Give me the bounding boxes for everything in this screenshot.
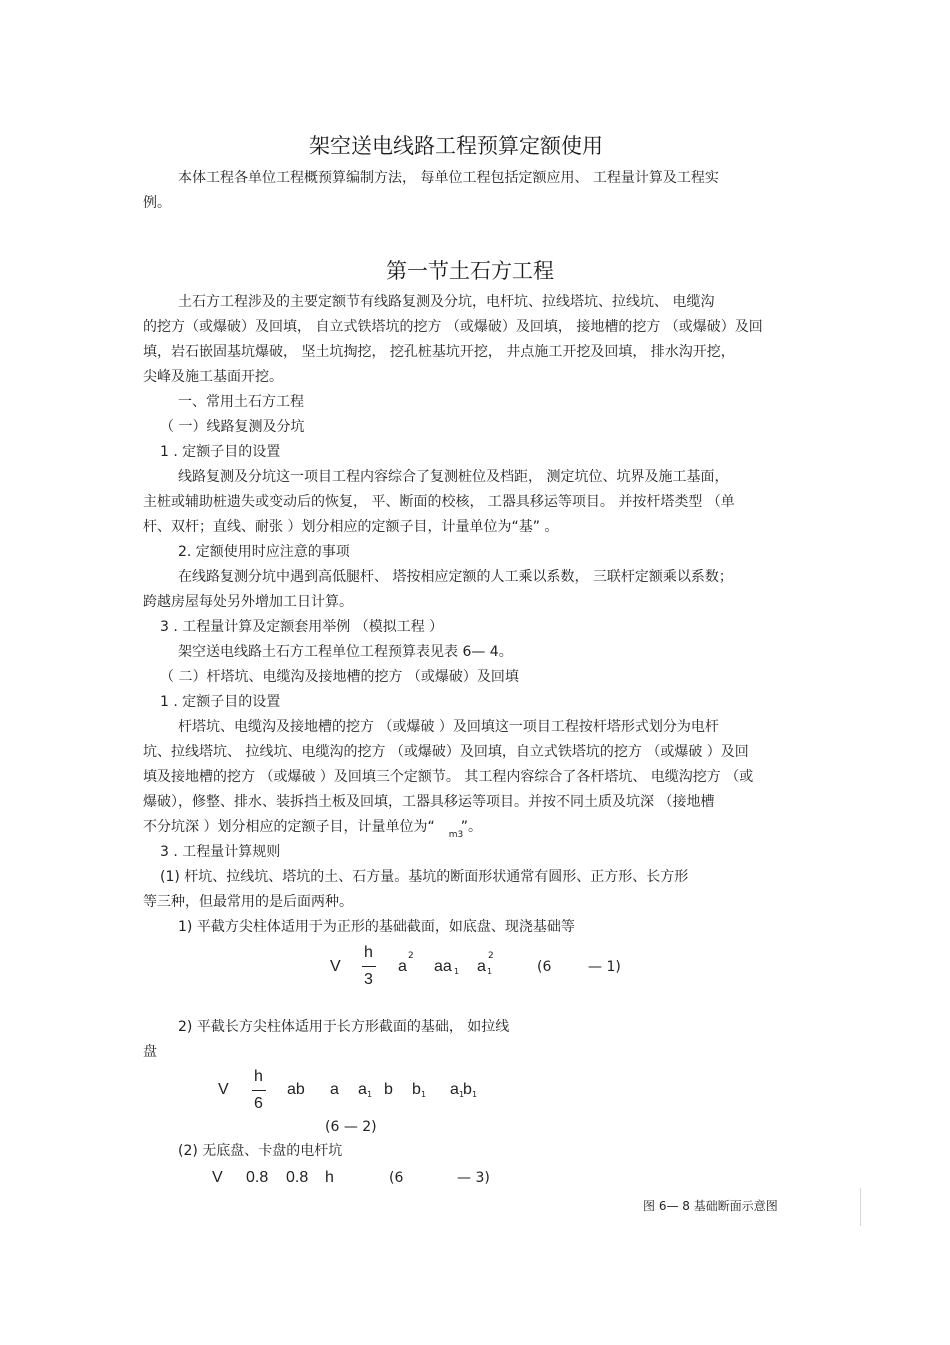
paragraph-line: 在线路复测分坑中遇到高低腿杆、 塔按相应定额的人工乘以系数， 三联杆定额乘以系数； — [178, 569, 733, 585]
formula-variable: V — [330, 958, 341, 975]
intro-line: 本体工程各单位工程概预算编制方法， 每单位工程包括定额应用、 工程量计算及工程实 — [178, 170, 719, 186]
formula-term: b — [463, 1081, 472, 1098]
subscript: 1 — [367, 1090, 373, 1099]
formula-term: a — [398, 958, 407, 975]
heading-1-1: （ 一）线路复测及分坑 — [160, 419, 305, 435]
formula-term: ab — [287, 1081, 305, 1098]
formula-term: aa — [434, 958, 452, 975]
formula-term: 0.8 — [286, 1169, 309, 1186]
paragraph-line: 架空送电线路土石方工程单位工程预算表见表 6— 4。 — [178, 644, 513, 660]
paragraph-line: (2) 无底盘、卡盘的电杆坑 — [178, 1143, 343, 1159]
heading-1-1-2: 2. 定额使用时应注意的事项 — [178, 544, 350, 560]
formula-term: a — [330, 1081, 339, 1098]
fraction-numerator: h — [254, 1068, 263, 1085]
superscript: 2 — [408, 951, 414, 961]
paragraph-text: ”。 — [460, 819, 482, 835]
fraction-bar — [362, 966, 376, 967]
formula-term: a — [358, 1081, 367, 1098]
paragraph-line: 盘 — [143, 1044, 157, 1060]
equation-number: (6 — 2) — [325, 1119, 377, 1135]
paragraph-line: 填，岩石嵌固基坑爆破， 坚土坑掏挖， 挖孔桩基坑开挖， 井点施工开挖及回填， 排水沟开挖， — [143, 344, 735, 360]
paragraph-line: 等三种，但最常用的是后面两种。 — [143, 894, 353, 910]
equation-number: (6 — [537, 959, 552, 975]
paragraph-line — [143, 815, 482, 840]
heading-1-1-1: 1 . 定额子目的设置 — [160, 444, 281, 460]
page-title: 架空送电线路工程预算定额使用 — [309, 134, 603, 158]
heading-1-2-3: 3 . 工程量计算规则 — [160, 844, 281, 860]
paragraph-line: 主桩或辅助桩遗失或变动后的恢复， 平、断面的校核， 工器具移运等项目。 并按杆塔类型 （单 — [143, 494, 735, 510]
figure-caption: 图 6— 8 基础断面示意图 — [643, 1199, 778, 1213]
formula-variable: V — [212, 1169, 223, 1186]
paragraph-line: 坑、拉线塔坑、 拉线坑、电缆沟的挖方 （或爆破）及回填，自立式铁塔坑的挖方 （或爆破 ）及回 — [143, 744, 749, 760]
formula-term: h — [325, 1169, 334, 1186]
equation-number: (6 — [389, 1170, 404, 1186]
subscript: 1 — [472, 1090, 478, 1099]
formula-term: a — [450, 1081, 459, 1098]
subscript: 1 — [421, 1090, 427, 1099]
subscript: 1 — [487, 967, 493, 976]
fraction-denominator: 3 — [364, 971, 373, 988]
paragraph-line: 线路复测及分坑这一项目工程内容综合了复测桩位及档距， 测定坑位、坑界及施工基面， — [178, 469, 729, 485]
paragraph-line: 爆破），修整、排水、装拆挡土板及回填，工器具移运等项目。并按不同土质及坑深 （接地槽 — [143, 794, 715, 810]
formula-term: b — [384, 1081, 393, 1098]
fraction-denominator: 6 — [254, 1095, 263, 1112]
paragraph-line: 尖峰及施工基面开挖。 — [143, 369, 283, 385]
paragraph-line: (1) 杆坑、拉线坑、塔坑的土、石方量。基坑的断面形状通常有圆形、正方形、长方形 — [160, 869, 689, 885]
paragraph-text: 不分坑深 ）划分相应的定额子目，计量单位为“ — [143, 819, 435, 835]
fraction-numerator: h — [364, 944, 373, 961]
paragraph-line: 土石方工程涉及的主要定额节有线路复测及分坑，电杆坑、拉线塔坑、拉线坑、 电缆沟 — [178, 294, 715, 310]
heading-1: 一、常用土石方工程 — [178, 394, 304, 410]
intro-line: 例。 — [143, 195, 171, 211]
margin-rule — [860, 1188, 861, 1226]
heading-1-1-3: 3 . 工程量计算及定额套用举例 （模拟工程 ） — [160, 619, 444, 635]
formula-term: b — [412, 1081, 421, 1098]
paragraph-line: 的挖方（或爆破）及回填， 自立式铁塔坑的挖方 （或爆破）及回填， 接地槽的挖方 （或爆破）及回 — [143, 319, 763, 335]
subscript: 1 — [454, 967, 460, 976]
paragraph-line: 杆塔坑、电缆沟及接地槽的挖方 （或爆破 ）及回填这一项目工程按杆塔形式划分为电杆 — [178, 719, 719, 735]
paragraph-line: 跨越房屋每处另外增加工日计算。 — [143, 594, 353, 610]
heading-1-2: （ 二）杆塔坑、电缆沟及接地槽的挖方 （或爆破）及回填 — [160, 669, 519, 685]
superscript: 2 — [488, 951, 494, 961]
equation-number: — 3) — [457, 1170, 490, 1186]
subscript: 1 — [459, 1090, 465, 1099]
paragraph-line: 杆、双杆；直线、耐张 ）划分相应的定额子目，计量单位为“基” 。 — [143, 519, 559, 535]
heading-1-2-1: 1 . 定额子目的设置 — [160, 694, 281, 710]
formula-term: a — [477, 958, 486, 975]
fraction-bar — [252, 1090, 266, 1091]
section-title: 第一节土石方工程 — [386, 259, 554, 283]
formula-term: 0.8 — [246, 1169, 269, 1186]
paragraph-line: 填及接地槽的挖方 （或爆破 ）及回填三个定额节。 其工程内容综合了各杆塔坑、 电缆沟挖方 （或 — [143, 769, 754, 785]
equation-number: — 1) — [588, 959, 621, 975]
paragraph-line: 2) 平截长方尖柱体适用于长方形截面的基础， 如拉线 — [178, 1019, 510, 1035]
paragraph-line: 1) 平截方尖柱体适用于为正形的基础截面，如底盘、现浇基础等 — [178, 919, 575, 935]
unit-label: m3 — [448, 830, 464, 840]
formula-variable: V — [218, 1081, 229, 1098]
